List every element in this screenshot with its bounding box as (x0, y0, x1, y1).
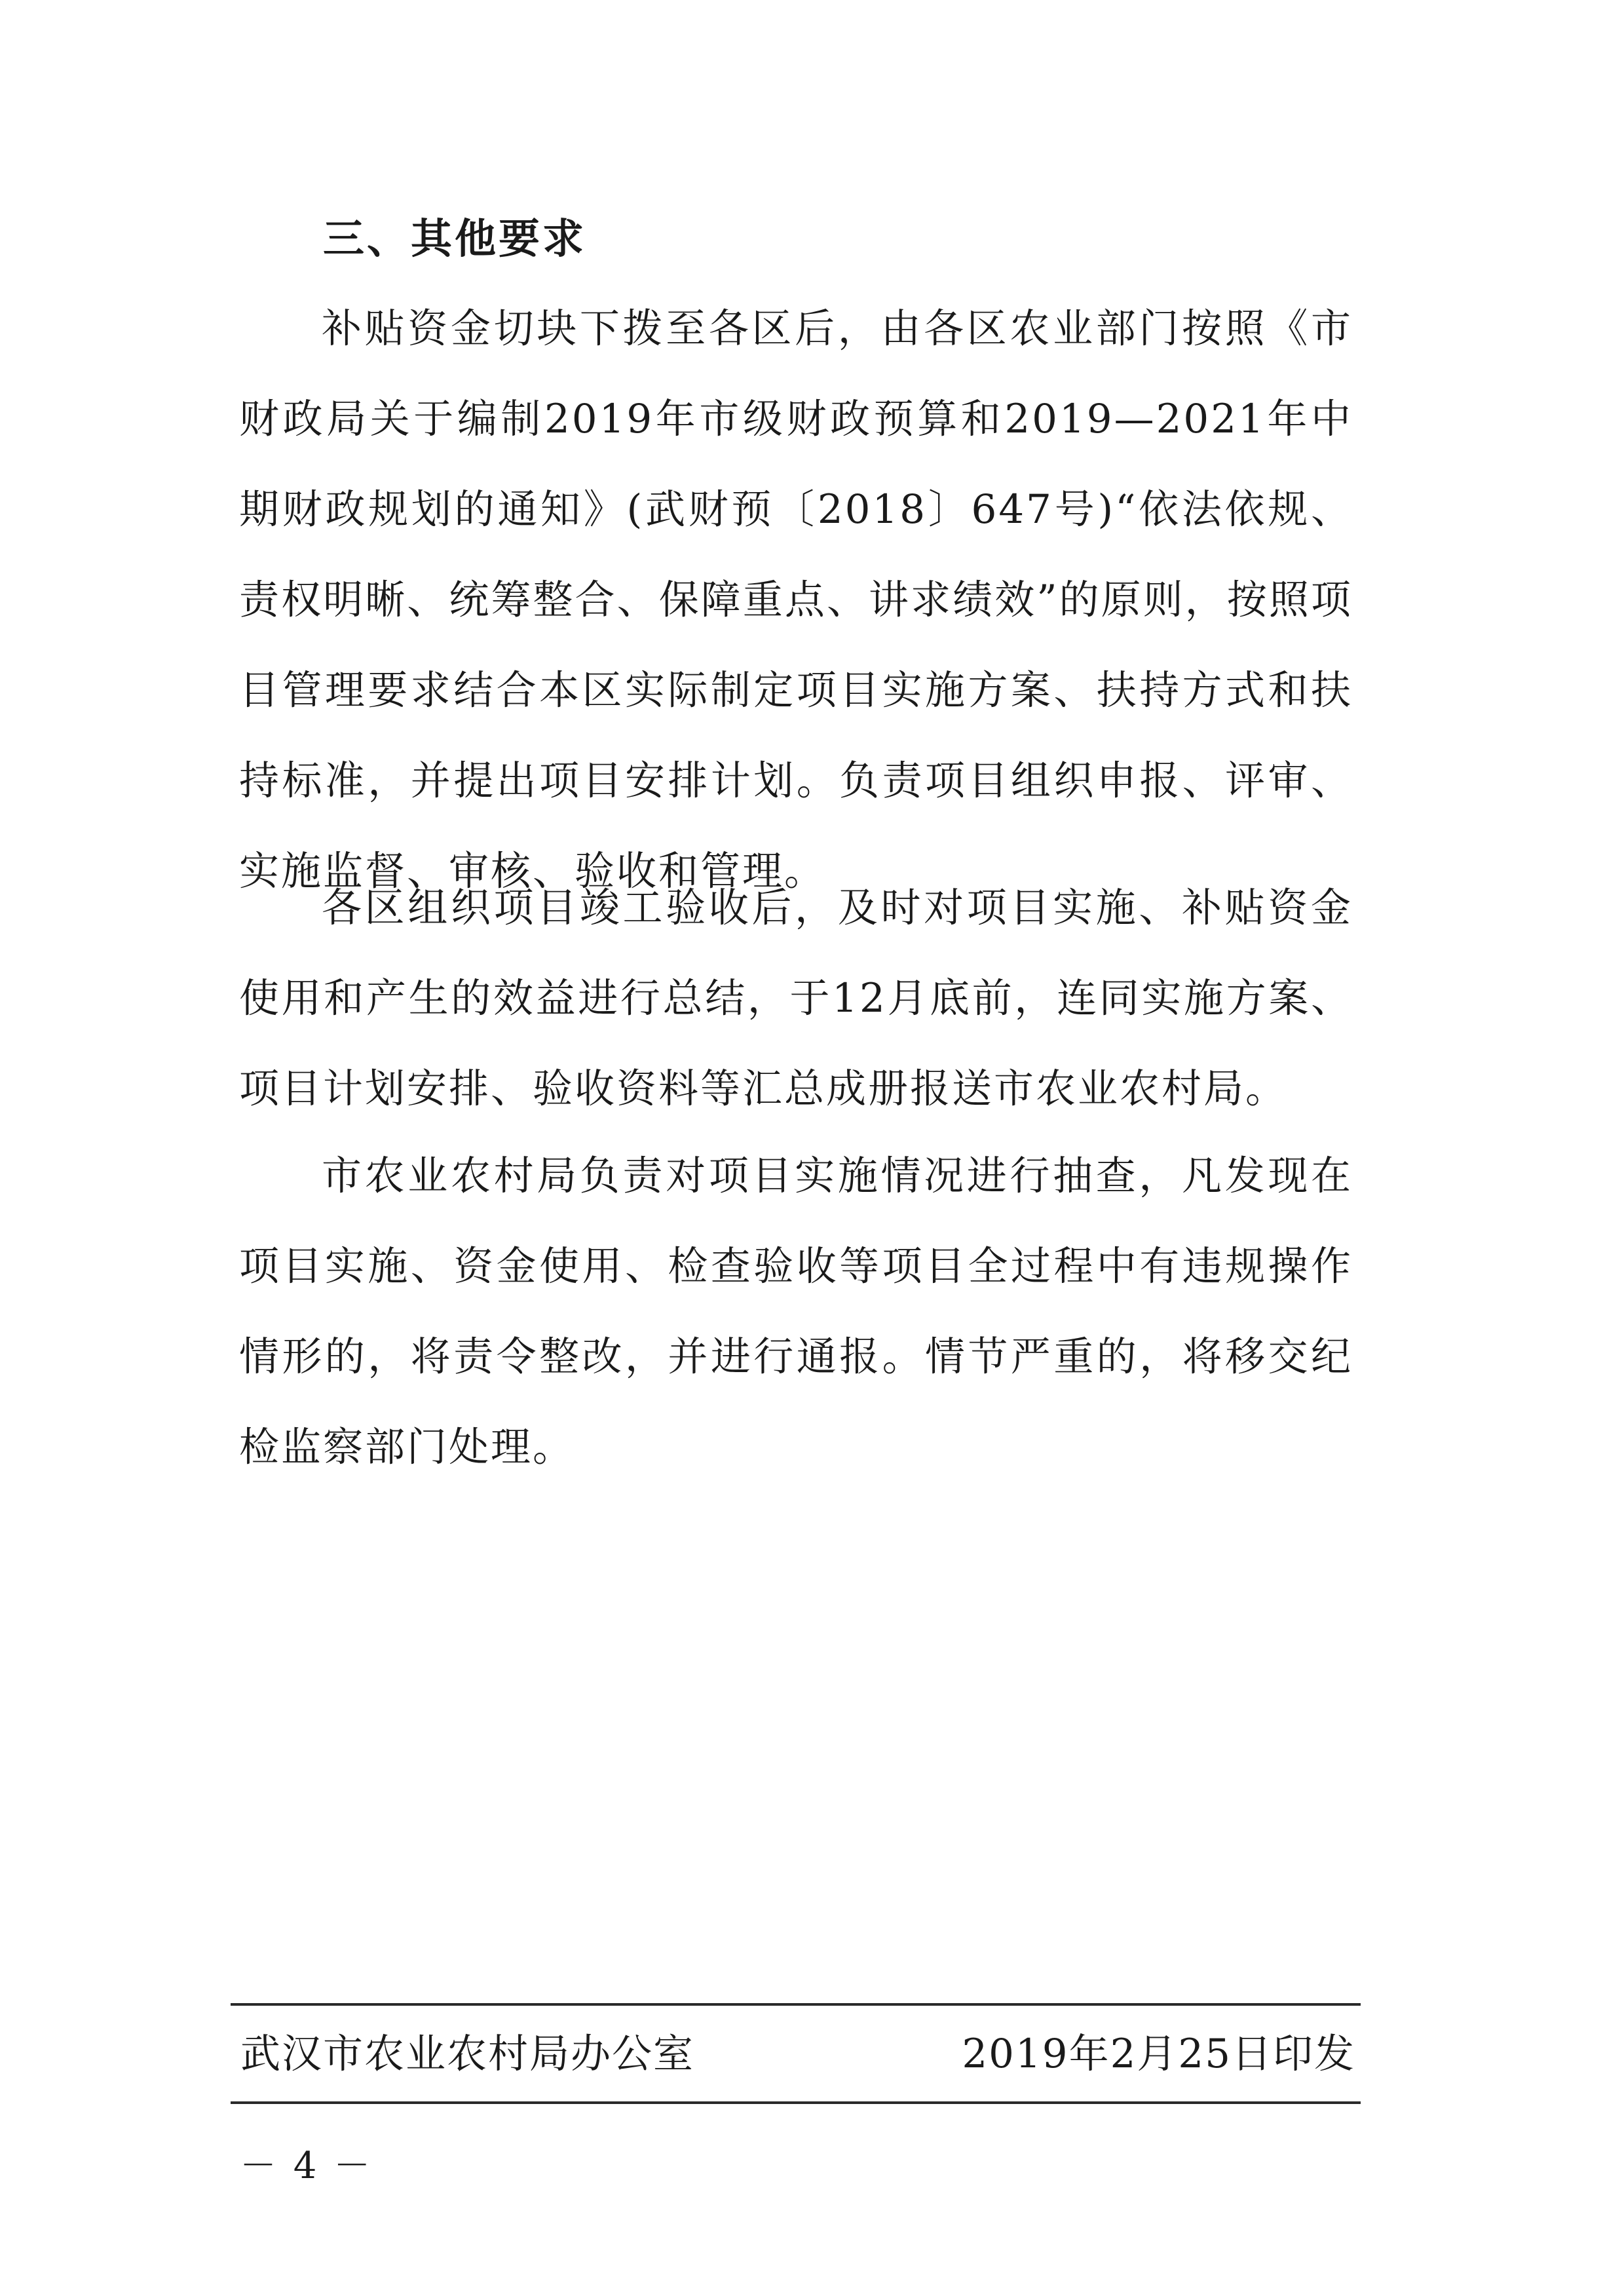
footer-top-rule (231, 2003, 1361, 2006)
issue-date: 2019年2月25日印发 (962, 2031, 1355, 2077)
paragraph-subsidy-allocation: 补贴资金切块下拨至各区后，由各区农业部门按照《市财政局关于编制2019年市级财政预算和2019—2021年中期财政规划的通知》(武财预〔2018〕647号)“依法依规、责权明晰、统筹整合、保障重点、讲求绩效”的原则，按照项目管理要求结合本区实际制定项目实施方案、扶持方式和扶持标准，并提出项目安排计划。负责项目组织申报、评审、实施监督、审核、验收和管理。 (239, 305, 1353, 894)
section-heading: 三、其他要求 (323, 215, 586, 263)
footer-bottom-rule (231, 2101, 1361, 2104)
paragraph-inspection-penalty: 市农业农村局负责对项目实施情况进行抽查，凡发现在项目实施、资金使用、检查验收等项目全过程中有违规操作情形的，将责令整改，并进行通报。情节严重的，将移交纪检监察部门处理。 (239, 1153, 1353, 1470)
issuer-name: 武汉市农业农村局办公室 (240, 2031, 695, 2077)
paragraph-acceptance-summary: 各区组织项目竣工验收后，及时对项目实施、补贴资金使用和产生的效益进行总结，于12月底前，连同实施方案、项目计划安排、验收资料等汇总成册报送市农业农村局。 (239, 885, 1353, 1112)
page-number: － 4 － (240, 2145, 373, 2187)
